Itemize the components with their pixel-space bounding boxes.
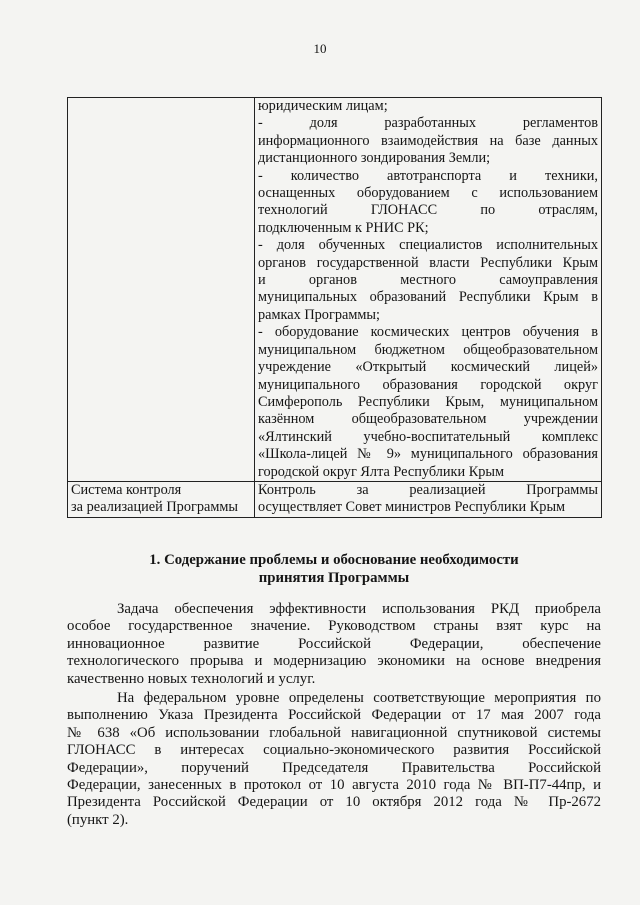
text-line: осуществляет Совет министров Республики Крым xyxy=(258,499,566,516)
text-line: Федерации», поручений Председателя Правительства Российской xyxy=(67,759,601,776)
program-passport-table xyxy=(67,97,602,518)
text-line: качественно новых технологий и услуг. xyxy=(67,670,316,687)
text-line: - доля разработанных регламентов xyxy=(258,115,598,132)
text-line: выполнению Указа Президента Российской Федерации от 17 мая 2007 года xyxy=(67,707,601,724)
text-line: муниципального образования городской округ xyxy=(258,376,598,393)
text-line: учреждение «Открытый космический лицей» xyxy=(258,359,598,376)
text-line: рамках Программы; xyxy=(258,306,380,323)
table-row xyxy=(68,98,602,482)
text-line: - количество автотранспорта и техники, xyxy=(258,167,598,184)
text-line: технологий ГЛОНАСС по отраслям, xyxy=(258,202,598,219)
section-heading xyxy=(67,551,601,587)
text-line: технологического прорыва и модернизацию экономики на основе внедрения xyxy=(67,653,601,670)
text-line: муниципальном бюджетном общеобразовательном xyxy=(258,341,598,358)
text-line: (пункт 2). xyxy=(67,811,129,828)
text-line: подключенным к РНИС РК; xyxy=(258,219,429,236)
text-line: за реализацией Программы xyxy=(71,499,239,516)
text-line: - оборудование космических центров обучения в xyxy=(258,324,598,341)
text-line: дистанционного зондирования Земли; xyxy=(258,150,491,167)
text-line: Задача обеспечения эффективности использования РКД приобрела xyxy=(117,601,601,617)
text-line: Федерации, занесенных в протокол от 10 августа 2010 года № ВП-П7-44пр, и xyxy=(67,777,601,794)
text-line: и органов местного самоуправления xyxy=(258,272,598,289)
text-line: особое государственное значение. Руководством страны взят курс на xyxy=(67,618,601,635)
control-system-label-cell xyxy=(68,481,255,517)
table-row xyxy=(68,481,602,517)
text-line: «Школа-лицей № 9» муниципального образования xyxy=(258,446,598,463)
text-line: казённом общеобразовательном учреждении xyxy=(258,411,598,428)
text-line: Система контроля xyxy=(71,481,182,498)
control-system-value-cell xyxy=(255,481,602,517)
text-line: оснащенных оборудованием с использованием xyxy=(258,185,598,202)
text-line: - доля обученных специалистов исполнительных xyxy=(258,237,598,254)
text-line: На федеральном уровне определены соответствующие мероприятия по xyxy=(117,690,601,706)
text-line: органов государственной власти Республики Крым xyxy=(258,254,598,271)
section-heading-line: принятия Программы xyxy=(258,570,410,586)
section-heading-line: 1. Содержание проблемы и обоснование необходимости xyxy=(149,552,519,568)
text-line: Симферополь Республики Крым, муниципальном xyxy=(258,393,598,410)
text-line: «Ялтинский учебно-воспитательный комплекс xyxy=(258,428,598,445)
text-line: юридическим лицам; xyxy=(258,98,388,114)
text-line: городской округ Ялта Республики Крым xyxy=(258,463,505,480)
text-line: № 638 «Об использовании глобальной навигационной спутниковой системы xyxy=(67,724,601,741)
paragraph-goal xyxy=(67,601,601,688)
text-line: информационного взаимодействия на базе данных xyxy=(258,132,598,149)
text-line: Контроль за реализацией Программы xyxy=(258,481,598,498)
text-line: Президента Российской Федерации от 10 октября 2012 года № Пр-2672 xyxy=(67,794,601,811)
text-line: ГЛОНАСС в интересах социально-экономического развития Российской xyxy=(67,742,601,759)
table-cell-empty xyxy=(68,98,255,482)
text-line: муниципальных образований Республики Крым в xyxy=(258,289,598,306)
text-line: инновационное развитие Российской Федерации, обеспечение xyxy=(67,635,601,652)
paragraph-federal-level xyxy=(67,690,601,829)
indicators-cell xyxy=(255,98,602,482)
page-number: 10 xyxy=(313,41,327,56)
